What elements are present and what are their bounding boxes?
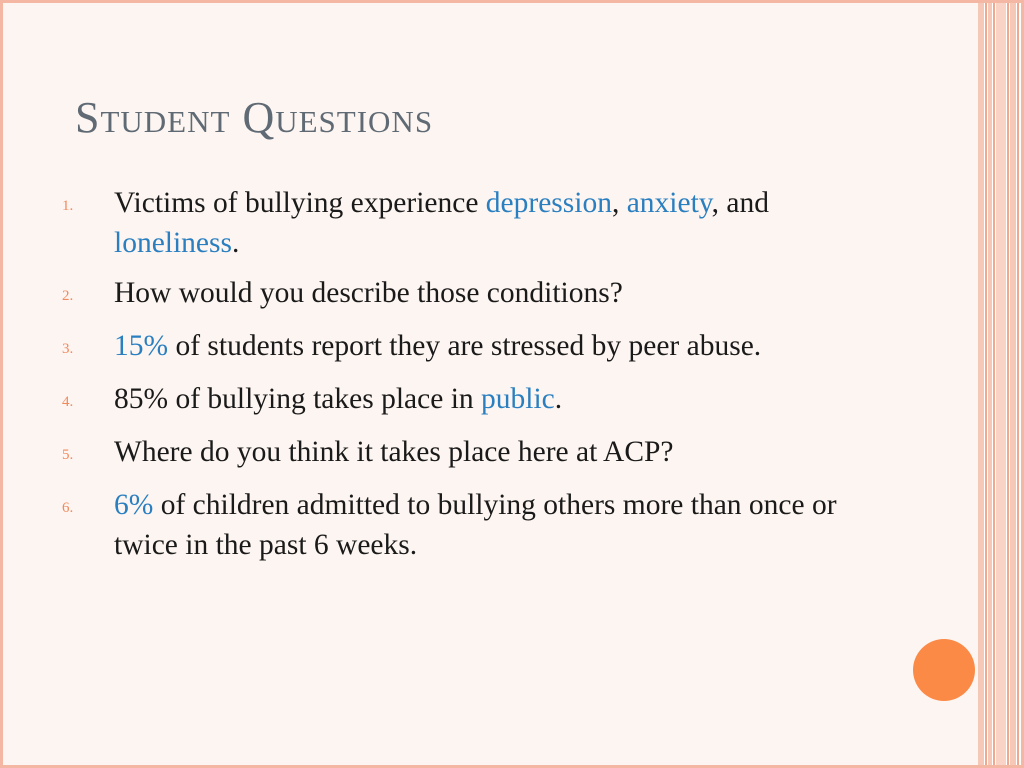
text-segment: How would you describe those conditions? [114,277,623,309]
text-segment: of children admitted to bullying others more than once or twice in the past 6 weeks. [114,489,837,561]
list-item [62,273,892,316]
list-item [62,485,892,565]
accent-circle [913,639,975,701]
list-item [62,379,892,422]
highlighted-term: loneliness [114,227,232,259]
highlighted-term: 6% [114,489,154,521]
list-item [62,183,892,263]
text-segment: Victims of bullying experience [114,187,486,219]
list-item-text [114,432,892,472]
highlighted-term: public [481,383,555,415]
list-item-number: 3. [62,341,74,357]
highlighted-term: depression [485,187,612,219]
list-item-text [114,273,892,313]
slide-title: Student Questions [75,93,434,142]
text-segment: . [232,227,240,259]
text-segment: . [554,383,563,415]
highlighted-term: anxiety [626,187,712,219]
highlighted-term: 15% [114,330,169,362]
list-item-number: 6. [62,500,74,516]
text-segment: of students report they are stressed by peer abuse. [168,330,762,362]
list-item-number: 1. [62,198,74,214]
list-item [62,432,892,475]
list-item-number: 5. [62,447,74,463]
list-item-number: 2. [62,288,74,304]
text-segment: 85% of bullying takes place in [114,383,482,415]
text-segment: , and [711,187,769,219]
list-item-text [114,183,892,263]
list-item-text [114,485,892,565]
list-item [62,326,892,369]
numbered-list [62,183,892,575]
list-item-text [114,326,892,366]
text-segment: Where do you think it takes place here at ACP? [114,436,674,468]
list-item-number: 4. [62,394,74,410]
list-item-text [114,379,892,419]
text-segment: , [611,187,627,219]
